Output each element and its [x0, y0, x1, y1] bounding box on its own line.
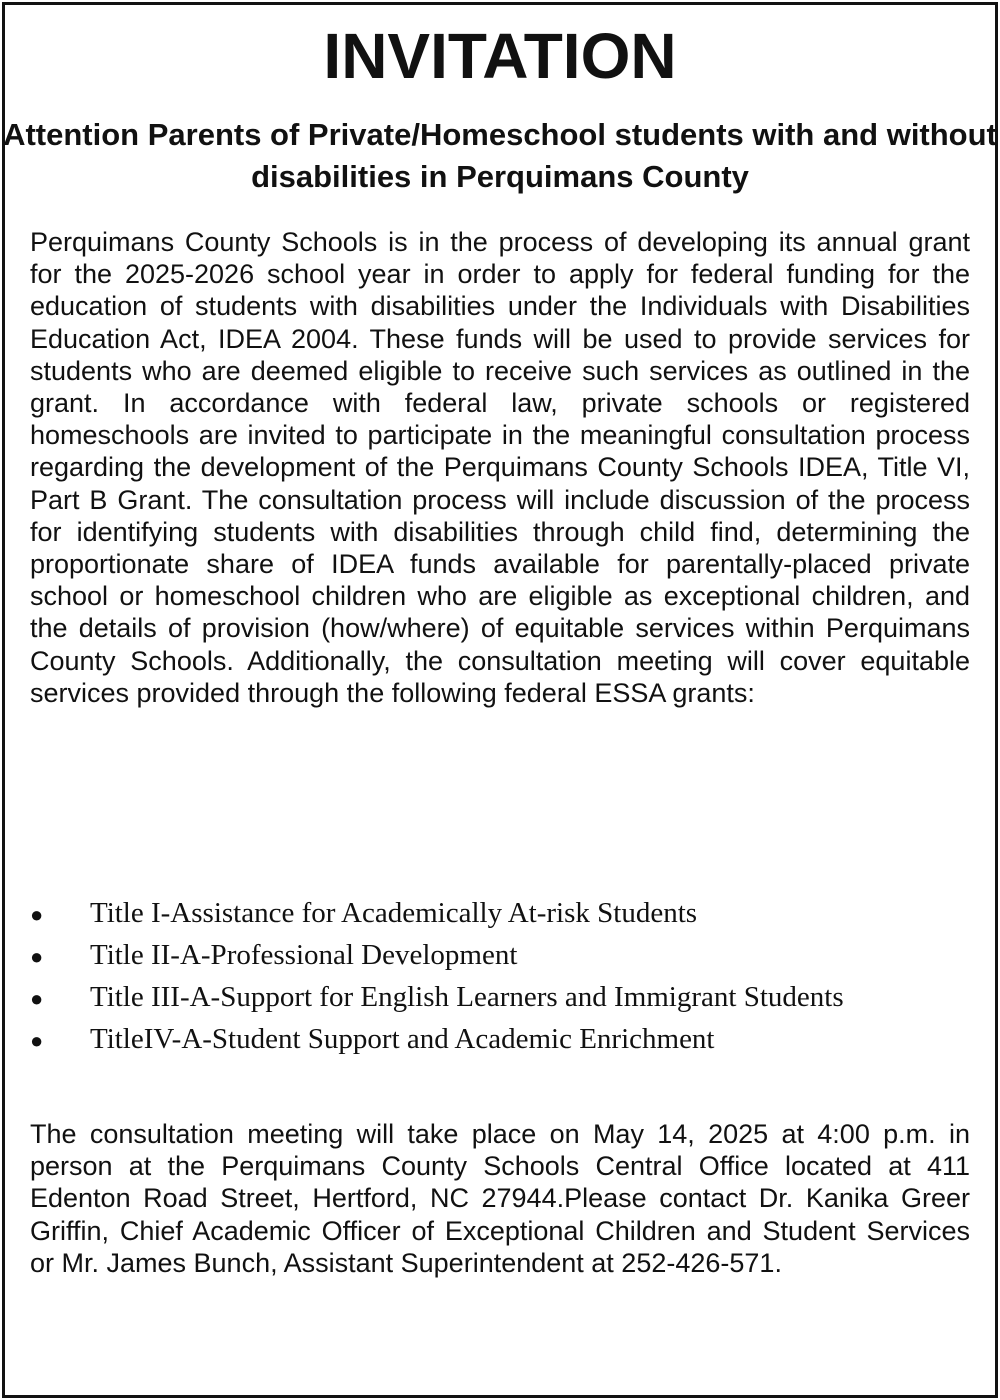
list-item-text: Title II-A-Professional Development	[90, 939, 518, 971]
list-item	[30, 1019, 970, 1061]
bullet-icon: ●	[30, 944, 44, 969]
list-item	[30, 935, 970, 977]
list-item	[30, 893, 970, 935]
list-item-text: Title III-A-Support for English Learners and Immigrant Students	[90, 981, 844, 1013]
list-item-text: TitleIV-A-Student Support and Academic Enrichment	[90, 1023, 715, 1055]
meeting-details-paragraph: The consultation meeting will take place on May 14, 2025 at 4:00 p.m. in person at the Perquimans County Schools Central Office located at 411 Edenton Road Street, Hertford, NC 27944.Please contact Dr. Kanika Greer Griffin, Chief Academic Officer of Exceptional Children and Student Services or Mr. James Bunch, Assistant Superintendent at 252-426-571.	[30, 1119, 970, 1278]
bullet-icon: ●	[30, 1028, 44, 1053]
essa-grants-list	[30, 893, 970, 1061]
bullet-icon: ●	[30, 902, 44, 927]
list-item-text: Title I-Assistance for Academically At-risk Students	[90, 897, 698, 929]
list-item	[30, 977, 970, 1019]
intro-paragraph: Perquimans County Schools is in the process of developing its annual grant for the 2025-2026 school year in order to apply for federal funding for the education of students with disabilities under the Individuals with Disabilities Education Act, IDEA 2004. These funds will be used to provide services for students who are deemed eligible to receive such services as outlined in the grant. In accordance with federal law, private schools or registered homeschools are invited to participate in the meaningful consultation process regarding the development of the Perquimans County Schools IDEA, Title VI, Part B Grant. The consultation process will include discussion of the process for identifying students with disabilities through child find, determining the proportionate share of IDEA funds available for parentally-placed private school or homeschool children who are eligible as exceptional children, and the details of provision (how/where) of equitable services within Perquimans County Schools. Additionally, the consultation meeting will cover equitable services provided through the following federal ESSA grants:	[30, 227, 970, 708]
notice-title: INVITATION	[323, 20, 677, 92]
notice-subtitle: Attention Parents of Private/Homeschool students with and without disabilities in Perquimans County	[3, 117, 997, 194]
bullet-icon: ●	[30, 986, 44, 1011]
